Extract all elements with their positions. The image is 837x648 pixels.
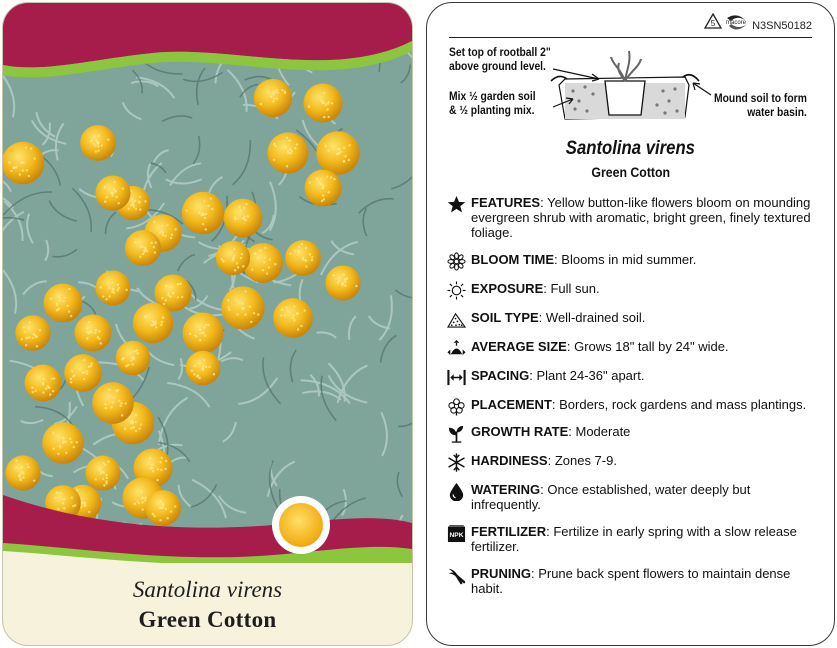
feature-row-placement: PLACEMENT: Borders, rock gardens and mass plantings.: [447, 397, 819, 412]
rootball-note: Set top of rootball 2" above ground level.: [449, 45, 551, 73]
placement-icon: [447, 397, 466, 416]
mound-note: Mound soil to form water basin.: [714, 91, 807, 119]
flower-icon: [447, 252, 466, 271]
feature-row-pruning: PRUNING: Prune back spent flowers to maintain dense habit.: [447, 566, 819, 596]
card-header: [427, 3, 834, 39]
title-common-name: Green Cotton: [591, 164, 670, 180]
plant-photo-card: [2, 2, 413, 646]
feature-row-soil-type: SOIL TYPE: Well-drained soil.: [447, 310, 819, 325]
title-scientific-name: Santolina virens: [565, 138, 696, 159]
sun-icon: [447, 281, 466, 300]
plant-name-caption: [3, 577, 412, 633]
star-icon: [447, 195, 466, 214]
feature-row-average-size: AVERAGE SIZE: Grows 18" tall by 24" wide.: [447, 339, 819, 354]
planting-diagram: [427, 39, 834, 129]
feature-row-spacing: SPACING: Plant 24-36" apart.: [447, 368, 819, 383]
feature-row-hardiness: HARDINESS: Zones 7-9.: [447, 453, 819, 468]
feature-row-fertilizer: NPK FERTILIZER: Fertilize in early spring with a slow release fertilizer.: [447, 524, 819, 554]
growth-icon: [447, 424, 466, 443]
feature-row-bloom-time: BLOOM TIME: Blooms in mid summer.: [447, 252, 819, 267]
svg-text:NPK: NPK: [449, 531, 464, 539]
care-features-list: [447, 195, 819, 596]
feature-row-watering: WATERING: Once established, water deeply but infrequently.: [447, 482, 819, 512]
care-info-card: [426, 2, 835, 646]
planting-hole-illustration: [427, 39, 834, 129]
pruners-icon: [447, 566, 466, 585]
flower-color-swatch: [279, 503, 323, 547]
svg-text:macore: macore: [725, 20, 747, 26]
soil-mix-note: Mix ½ garden soil & ½ planting mix.: [449, 89, 536, 117]
npk-icon: [447, 524, 466, 543]
spacing-icon: [447, 368, 466, 387]
recycle-icon: [703, 12, 751, 34]
common-name: Green Cotton: [138, 607, 277, 632]
water-drop-icon: [447, 482, 466, 501]
feature-row-exposure: EXPOSURE: Full sun.: [447, 281, 819, 296]
plant-photo: [3, 3, 412, 563]
plant-title: [427, 138, 834, 182]
header-divider: [449, 37, 812, 38]
snowflake-icon: [447, 453, 466, 472]
size-icon: [447, 339, 466, 358]
scientific-name: Santolina virens: [132, 577, 283, 602]
svg-text:5: 5: [710, 19, 716, 28]
feature-row-growth-rate: GROWTH RATE: Moderate: [447, 424, 819, 439]
soil-icon: [447, 310, 466, 329]
sku-code: N3SN50182: [752, 20, 812, 32]
feature-row-features: FEATURES: Yellow button-like flowers bloom on mounding evergreen shrub with aromatic, bright green, finely textured foliage.: [447, 195, 819, 240]
